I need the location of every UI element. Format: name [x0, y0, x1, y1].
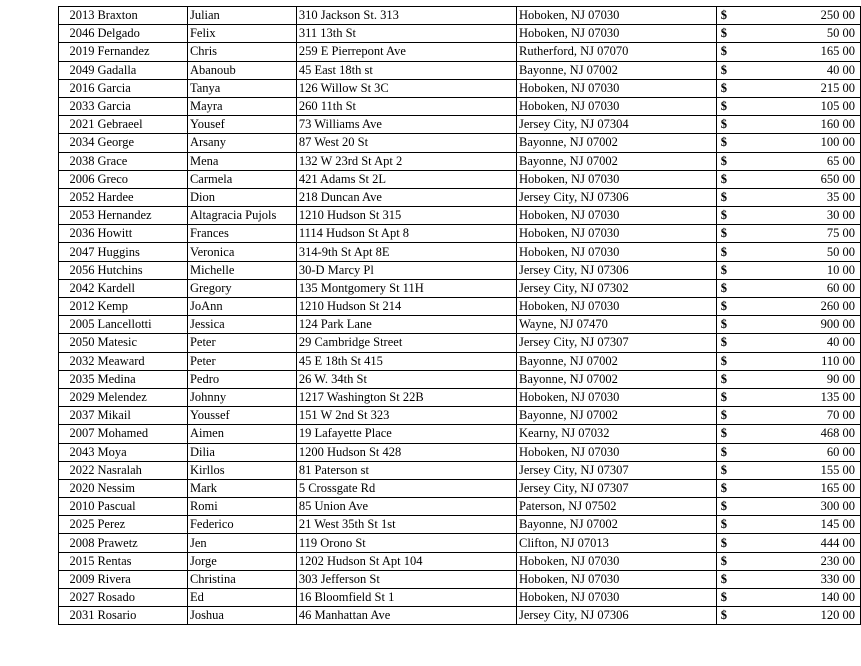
city-state-zip-cell: Bayonne, NJ 07002	[516, 152, 716, 170]
first-name-cell: Peter	[187, 352, 296, 370]
street-address-cell: 5 Crossgate Rd	[296, 479, 516, 497]
city-state-zip-cell: Hoboken, NJ 07030	[516, 207, 716, 225]
city-state-zip-cell: Paterson, NJ 07502	[516, 498, 716, 516]
first-name-cell: Frances	[187, 225, 296, 243]
first-name-cell: Felix	[187, 25, 296, 43]
table-row	[59, 152, 861, 170]
amount-cell: 110 00	[767, 352, 861, 370]
city-state-zip-cell: Jersey City, NJ 07306	[516, 261, 716, 279]
city-state-zip-cell: Bayonne, NJ 07002	[516, 370, 716, 388]
currency-symbol-cell: $	[716, 407, 766, 425]
table-row	[59, 352, 861, 370]
table-row	[59, 516, 861, 534]
currency-symbol-cell: $	[716, 352, 766, 370]
first-name-cell: Julian	[187, 7, 296, 25]
city-state-zip-cell: Jersey City, NJ 07304	[516, 116, 716, 134]
city-state-zip-cell: Bayonne, NJ 07002	[516, 134, 716, 152]
city-state-zip-cell: Hoboken, NJ 07030	[516, 25, 716, 43]
currency-symbol-cell: $	[716, 443, 766, 461]
currency-symbol-cell: $	[716, 425, 766, 443]
first-name-cell: Youssef	[187, 407, 296, 425]
table-row	[59, 279, 861, 297]
last-name-cell: Nessim	[95, 479, 187, 497]
city-state-zip-cell: Hoboken, NJ 07030	[516, 298, 716, 316]
street-address-cell: 73 Williams Ave	[296, 116, 516, 134]
street-address-cell: 1200 Hudson St 428	[296, 443, 516, 461]
currency-symbol-cell: $	[716, 589, 766, 607]
street-address-cell: 1202 Hudson St Apt 104	[296, 552, 516, 570]
amount-cell: 165 00	[767, 43, 861, 61]
table-row	[59, 188, 861, 206]
table-row	[59, 207, 861, 225]
currency-symbol-cell: $	[716, 479, 766, 497]
street-address-cell: 314-9th St Apt 8E	[296, 243, 516, 261]
city-state-zip-cell: Hoboken, NJ 07030	[516, 79, 716, 97]
table-row	[59, 334, 861, 352]
last-name-cell: Perez	[95, 516, 187, 534]
city-state-zip-cell: Hoboken, NJ 07030	[516, 589, 716, 607]
amount-cell: 35 00	[767, 188, 861, 206]
street-address-cell: 260 11th St	[296, 97, 516, 115]
street-address-cell: 303 Jefferson St	[296, 570, 516, 588]
table-row	[59, 97, 861, 115]
first-name-cell: Mayra	[187, 97, 296, 115]
record-id-cell: 2031	[59, 607, 96, 625]
city-state-zip-cell: Jersey City, NJ 07306	[516, 607, 716, 625]
record-id-cell: 2016	[59, 79, 96, 97]
city-state-zip-cell: Clifton, NJ 07013	[516, 534, 716, 552]
street-address-cell: 124 Park Lane	[296, 316, 516, 334]
amount-cell: 330 00	[767, 570, 861, 588]
amount-cell: 40 00	[767, 61, 861, 79]
record-id-cell: 2035	[59, 370, 96, 388]
last-name-cell: Fernandez	[95, 43, 187, 61]
city-state-zip-cell: Hoboken, NJ 07030	[516, 443, 716, 461]
currency-symbol-cell: $	[716, 7, 766, 25]
currency-symbol-cell: $	[716, 116, 766, 134]
record-id-cell: 2038	[59, 152, 96, 170]
amount-cell: 250 00	[767, 7, 861, 25]
last-name-cell: George	[95, 134, 187, 152]
last-name-cell: Braxton	[95, 7, 187, 25]
amount-cell: 60 00	[767, 443, 861, 461]
currency-symbol-cell: $	[716, 170, 766, 188]
amount-cell: 650 00	[767, 170, 861, 188]
first-name-cell: Chris	[187, 43, 296, 61]
last-name-cell: Hutchins	[95, 261, 187, 279]
table-row	[59, 316, 861, 334]
currency-symbol-cell: $	[716, 461, 766, 479]
currency-symbol-cell: $	[716, 134, 766, 152]
first-name-cell: Pedro	[187, 370, 296, 388]
street-address-cell: 259 E Pierrepont Ave	[296, 43, 516, 61]
record-id-cell: 2005	[59, 316, 96, 334]
first-name-cell: Veronica	[187, 243, 296, 261]
record-id-cell: 2033	[59, 97, 96, 115]
last-name-cell: Howitt	[95, 225, 187, 243]
first-name-cell: Romi	[187, 498, 296, 516]
first-name-cell: Gregory	[187, 279, 296, 297]
table-row	[59, 79, 861, 97]
last-name-cell: Rentas	[95, 552, 187, 570]
amount-cell: 135 00	[767, 388, 861, 406]
city-state-zip-cell: Kearny, NJ 07032	[516, 425, 716, 443]
amount-cell: 215 00	[767, 79, 861, 97]
currency-symbol-cell: $	[716, 243, 766, 261]
record-id-cell: 2034	[59, 134, 96, 152]
first-name-cell: Abanoub	[187, 61, 296, 79]
city-state-zip-cell: Hoboken, NJ 07030	[516, 388, 716, 406]
amount-cell: 260 00	[767, 298, 861, 316]
record-id-cell: 2007	[59, 425, 96, 443]
table-row	[59, 261, 861, 279]
last-name-cell: Meaward	[95, 352, 187, 370]
currency-symbol-cell: $	[716, 388, 766, 406]
street-address-cell: 119 Orono St	[296, 534, 516, 552]
street-address-cell: 46 Manhattan Ave	[296, 607, 516, 625]
first-name-cell: Dion	[187, 188, 296, 206]
record-id-cell: 2050	[59, 334, 96, 352]
first-name-cell: Michelle	[187, 261, 296, 279]
street-address-cell: 21 West 35th St 1st	[296, 516, 516, 534]
table-row	[59, 498, 861, 516]
street-address-cell: 19 Lafayette Place	[296, 425, 516, 443]
amount-cell: 155 00	[767, 461, 861, 479]
amount-cell: 70 00	[767, 407, 861, 425]
last-name-cell: Garcia	[95, 97, 187, 115]
street-address-cell: 30-D Marcy Pl	[296, 261, 516, 279]
first-name-cell: Ed	[187, 589, 296, 607]
first-name-cell: Peter	[187, 334, 296, 352]
city-state-zip-cell: Bayonne, NJ 07002	[516, 352, 716, 370]
last-name-cell: Mohamed	[95, 425, 187, 443]
last-name-cell: Huggins	[95, 243, 187, 261]
city-state-zip-cell: Jersey City, NJ 07307	[516, 461, 716, 479]
record-id-cell: 2022	[59, 461, 96, 479]
last-name-cell: Rosado	[95, 589, 187, 607]
amount-cell: 165 00	[767, 479, 861, 497]
amount-cell: 65 00	[767, 152, 861, 170]
first-name-cell: Joshua	[187, 607, 296, 625]
street-address-cell: 16 Bloomfield St 1	[296, 589, 516, 607]
city-state-zip-cell: Jersey City, NJ 07307	[516, 334, 716, 352]
city-state-zip-cell: Hoboken, NJ 07030	[516, 170, 716, 188]
city-state-zip-cell: Rutherford, NJ 07070	[516, 43, 716, 61]
amount-cell: 75 00	[767, 225, 861, 243]
last-name-cell: Delgado	[95, 25, 187, 43]
street-address-cell: 421 Adams St 2L	[296, 170, 516, 188]
amount-cell: 40 00	[767, 334, 861, 352]
first-name-cell: Mark	[187, 479, 296, 497]
street-address-cell: 151 W 2nd St 323	[296, 407, 516, 425]
record-id-cell: 2013	[59, 7, 96, 25]
record-id-cell: 2052	[59, 188, 96, 206]
currency-symbol-cell: $	[716, 279, 766, 297]
record-id-cell: 2047	[59, 243, 96, 261]
street-address-cell: 310 Jackson St. 313	[296, 7, 516, 25]
table-row	[59, 298, 861, 316]
table-body	[59, 7, 861, 625]
currency-symbol-cell: $	[716, 43, 766, 61]
street-address-cell: 1210 Hudson St 315	[296, 207, 516, 225]
currency-symbol-cell: $	[716, 316, 766, 334]
table-row	[59, 61, 861, 79]
amount-cell: 145 00	[767, 516, 861, 534]
amount-cell: 50 00	[767, 25, 861, 43]
currency-symbol-cell: $	[716, 607, 766, 625]
street-address-cell: 26 W. 34th St	[296, 370, 516, 388]
street-address-cell: 218 Duncan Ave	[296, 188, 516, 206]
city-state-zip-cell: Wayne, NJ 07470	[516, 316, 716, 334]
table-row	[59, 607, 861, 625]
table-row	[59, 589, 861, 607]
city-state-zip-cell: Bayonne, NJ 07002	[516, 407, 716, 425]
record-id-cell: 2046	[59, 25, 96, 43]
currency-symbol-cell: $	[716, 298, 766, 316]
amount-cell: 300 00	[767, 498, 861, 516]
amount-cell: 50 00	[767, 243, 861, 261]
record-id-cell: 2010	[59, 498, 96, 516]
last-name-cell: Kemp	[95, 298, 187, 316]
amount-cell: 900 00	[767, 316, 861, 334]
amount-cell: 230 00	[767, 552, 861, 570]
record-id-cell: 2025	[59, 516, 96, 534]
last-name-cell: Prawetz	[95, 534, 187, 552]
amount-cell: 30 00	[767, 207, 861, 225]
record-id-cell: 2029	[59, 388, 96, 406]
first-name-cell: Dilia	[187, 443, 296, 461]
last-name-cell: Hernandez	[95, 207, 187, 225]
currency-symbol-cell: $	[716, 370, 766, 388]
first-name-cell: Altagracia Pujols	[187, 207, 296, 225]
table-row	[59, 552, 861, 570]
record-id-cell: 2042	[59, 279, 96, 297]
table-row	[59, 388, 861, 406]
street-address-cell: 1210 Hudson St 214	[296, 298, 516, 316]
street-address-cell: 311 13th St	[296, 25, 516, 43]
last-name-cell: Moya	[95, 443, 187, 461]
record-id-cell: 2009	[59, 570, 96, 588]
currency-symbol-cell: $	[716, 25, 766, 43]
record-id-cell: 2006	[59, 170, 96, 188]
table-row	[59, 479, 861, 497]
record-id-cell: 2019	[59, 43, 96, 61]
currency-symbol-cell: $	[716, 570, 766, 588]
last-name-cell: Grace	[95, 152, 187, 170]
first-name-cell: Carmela	[187, 170, 296, 188]
table-row	[59, 425, 861, 443]
first-name-cell: Johnny	[187, 388, 296, 406]
last-name-cell: Pascual	[95, 498, 187, 516]
table-row	[59, 407, 861, 425]
city-state-zip-cell: Jersey City, NJ 07307	[516, 479, 716, 497]
record-id-cell: 2027	[59, 589, 96, 607]
last-name-cell: Gebraeel	[95, 116, 187, 134]
currency-symbol-cell: $	[716, 261, 766, 279]
last-name-cell: Gadalla	[95, 61, 187, 79]
first-name-cell: Christina	[187, 570, 296, 588]
record-id-cell: 2037	[59, 407, 96, 425]
currency-symbol-cell: $	[716, 79, 766, 97]
record-id-cell: 2015	[59, 552, 96, 570]
record-id-cell: 2036	[59, 225, 96, 243]
first-name-cell: Jen	[187, 534, 296, 552]
street-address-cell: 45 East 18th st	[296, 61, 516, 79]
record-id-cell: 2053	[59, 207, 96, 225]
street-address-cell: 45 E 18th St 415	[296, 352, 516, 370]
currency-symbol-cell: $	[716, 498, 766, 516]
street-address-cell: 87 West 20 St	[296, 134, 516, 152]
table-row	[59, 134, 861, 152]
last-name-cell: Hardee	[95, 188, 187, 206]
record-id-cell: 2008	[59, 534, 96, 552]
first-name-cell: Jorge	[187, 552, 296, 570]
first-name-cell: Mena	[187, 152, 296, 170]
street-address-cell: 132 W 23rd St Apt 2	[296, 152, 516, 170]
last-name-cell: Rivera	[95, 570, 187, 588]
table-row	[59, 243, 861, 261]
first-name-cell: Yousef	[187, 116, 296, 134]
currency-symbol-cell: $	[716, 225, 766, 243]
table-row	[59, 25, 861, 43]
amount-cell: 100 00	[767, 134, 861, 152]
currency-symbol-cell: $	[716, 334, 766, 352]
last-name-cell: Melendez	[95, 388, 187, 406]
first-name-cell: Arsany	[187, 134, 296, 152]
city-state-zip-cell: Jersey City, NJ 07302	[516, 279, 716, 297]
currency-symbol-cell: $	[716, 516, 766, 534]
table-row	[59, 225, 861, 243]
city-state-zip-cell: Bayonne, NJ 07002	[516, 516, 716, 534]
currency-symbol-cell: $	[716, 152, 766, 170]
street-address-cell: 135 Montgomery St 11H	[296, 279, 516, 297]
currency-symbol-cell: $	[716, 97, 766, 115]
table-row	[59, 43, 861, 61]
currency-symbol-cell: $	[716, 188, 766, 206]
city-state-zip-cell: Bayonne, NJ 07002	[516, 61, 716, 79]
first-name-cell: Tanya	[187, 79, 296, 97]
last-name-cell: Mikail	[95, 407, 187, 425]
city-state-zip-cell: Hoboken, NJ 07030	[516, 243, 716, 261]
donor-table	[58, 6, 861, 625]
city-state-zip-cell: Jersey City, NJ 07306	[516, 188, 716, 206]
amount-cell: 10 00	[767, 261, 861, 279]
street-address-cell: 85 Union Ave	[296, 498, 516, 516]
amount-cell: 468 00	[767, 425, 861, 443]
record-id-cell: 2056	[59, 261, 96, 279]
street-address-cell: 1217 Washington St 22B	[296, 388, 516, 406]
last-name-cell: Lancellotti	[95, 316, 187, 334]
amount-cell: 160 00	[767, 116, 861, 134]
table-row	[59, 116, 861, 134]
city-state-zip-cell: Hoboken, NJ 07030	[516, 7, 716, 25]
record-id-cell: 2049	[59, 61, 96, 79]
record-id-cell: 2043	[59, 443, 96, 461]
table-row	[59, 461, 861, 479]
table-row	[59, 570, 861, 588]
table-row	[59, 534, 861, 552]
last-name-cell: Rosario	[95, 607, 187, 625]
city-state-zip-cell: Hoboken, NJ 07030	[516, 552, 716, 570]
currency-symbol-cell: $	[716, 552, 766, 570]
record-id-cell: 2021	[59, 116, 96, 134]
first-name-cell: Jessica	[187, 316, 296, 334]
last-name-cell: Garcia	[95, 79, 187, 97]
table-row	[59, 7, 861, 25]
amount-cell: 90 00	[767, 370, 861, 388]
amount-cell: 120 00	[767, 607, 861, 625]
street-address-cell: 29 Cambridge Street	[296, 334, 516, 352]
city-state-zip-cell: Hoboken, NJ 07030	[516, 225, 716, 243]
last-name-cell: Matesic	[95, 334, 187, 352]
amount-cell: 105 00	[767, 97, 861, 115]
record-id-cell: 2032	[59, 352, 96, 370]
city-state-zip-cell: Hoboken, NJ 07030	[516, 570, 716, 588]
currency-symbol-cell: $	[716, 61, 766, 79]
table-row	[59, 170, 861, 188]
record-id-cell: 2012	[59, 298, 96, 316]
table-row	[59, 443, 861, 461]
street-address-cell: 81 Paterson st	[296, 461, 516, 479]
record-id-cell: 2020	[59, 479, 96, 497]
street-address-cell: 126 Willow St 3C	[296, 79, 516, 97]
last-name-cell: Kardell	[95, 279, 187, 297]
amount-cell: 444 00	[767, 534, 861, 552]
first-name-cell: JoAnn	[187, 298, 296, 316]
amount-cell: 60 00	[767, 279, 861, 297]
city-state-zip-cell: Hoboken, NJ 07030	[516, 97, 716, 115]
first-name-cell: Kirllos	[187, 461, 296, 479]
table-row	[59, 370, 861, 388]
last-name-cell: Nasralah	[95, 461, 187, 479]
last-name-cell: Medina	[95, 370, 187, 388]
street-address-cell: 1114 Hudson St Apt 8	[296, 225, 516, 243]
last-name-cell: Greco	[95, 170, 187, 188]
first-name-cell: Aimen	[187, 425, 296, 443]
currency-symbol-cell: $	[716, 207, 766, 225]
currency-symbol-cell: $	[716, 534, 766, 552]
amount-cell: 140 00	[767, 589, 861, 607]
first-name-cell: Federico	[187, 516, 296, 534]
